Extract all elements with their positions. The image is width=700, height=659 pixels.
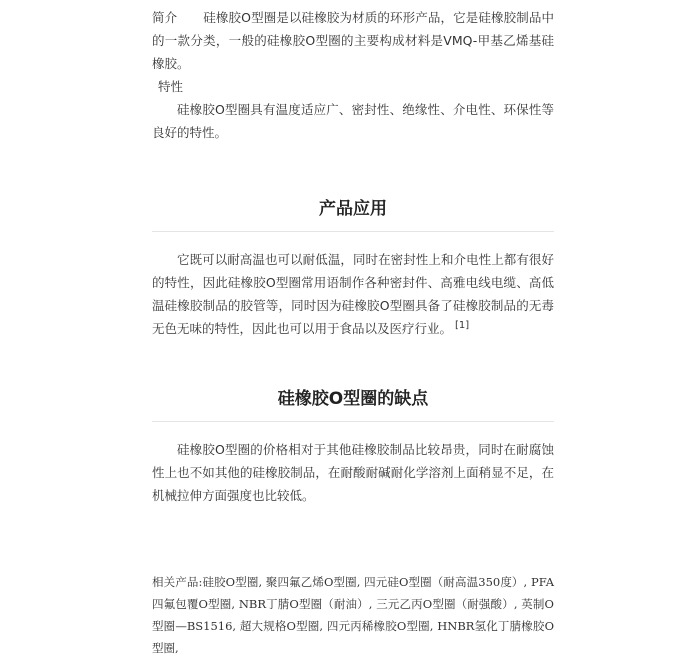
citation-link[interactable]: [1] xyxy=(455,320,470,331)
intro-label: 简介 xyxy=(152,10,178,25)
intro-text: 硅橡胶O型圈是以硅橡胶为材质的环形产品，它是硅橡胶制品中的一款分类，一般的硅橡胶O型圈的主要构成材料是VMQ-甲基乙烯基硅橡胶。 xyxy=(152,10,554,71)
drawbacks-paragraph: 硅橡胶O型圈的价格相对于其他硅橡胶制品比较昂贵，同时在耐腐蚀性上也不如其他的硅橡胶制品，在耐酸耐碱耐化学溶剂上面稍显不足，在机械拉伸方面强度也比较低。 xyxy=(152,442,554,503)
section-heading-application: 产品应用 xyxy=(152,197,554,232)
article-content xyxy=(152,0,554,659)
application-text: 它既可以耐高温也可以耐低温，同时在密封性上和介电性上都有很好的特性，因此硅橡胶O型圈常用语制作各种密封件、高雅电线电缆、高低温硅橡胶制品的胶管等，同时因为硅橡胶O型圈具备了硅橡胶制品的无毒无色无味的特性，因此也可以用于食品以及医疗行业。 xyxy=(152,252,554,336)
intro-paragraph xyxy=(152,6,554,75)
related-products: 相关产品:硅胶O型圈, 聚四氟乙烯O型圈, 四元硅O型圈（耐高温350度）, PFA四氟包覆O型圈, NBR丁腈O型圈（耐油）, 三元乙丙O型圈（耐强酸）, 英制O型圈—BS1516, 超大规格O型圈, 四元丙稀橡胶O型圈, HNBR氢化丁腈橡胶O型圈, xyxy=(152,575,554,655)
features-text: 硅橡胶O型圈具有温度适应广、密封性、绝缘性、介电性、环保性等良好的特性。 xyxy=(152,102,554,140)
features-label: 特性 xyxy=(158,79,184,94)
section-heading-drawbacks: 硅橡胶O型圈的缺点 xyxy=(152,387,554,422)
application-paragraph xyxy=(152,248,554,340)
